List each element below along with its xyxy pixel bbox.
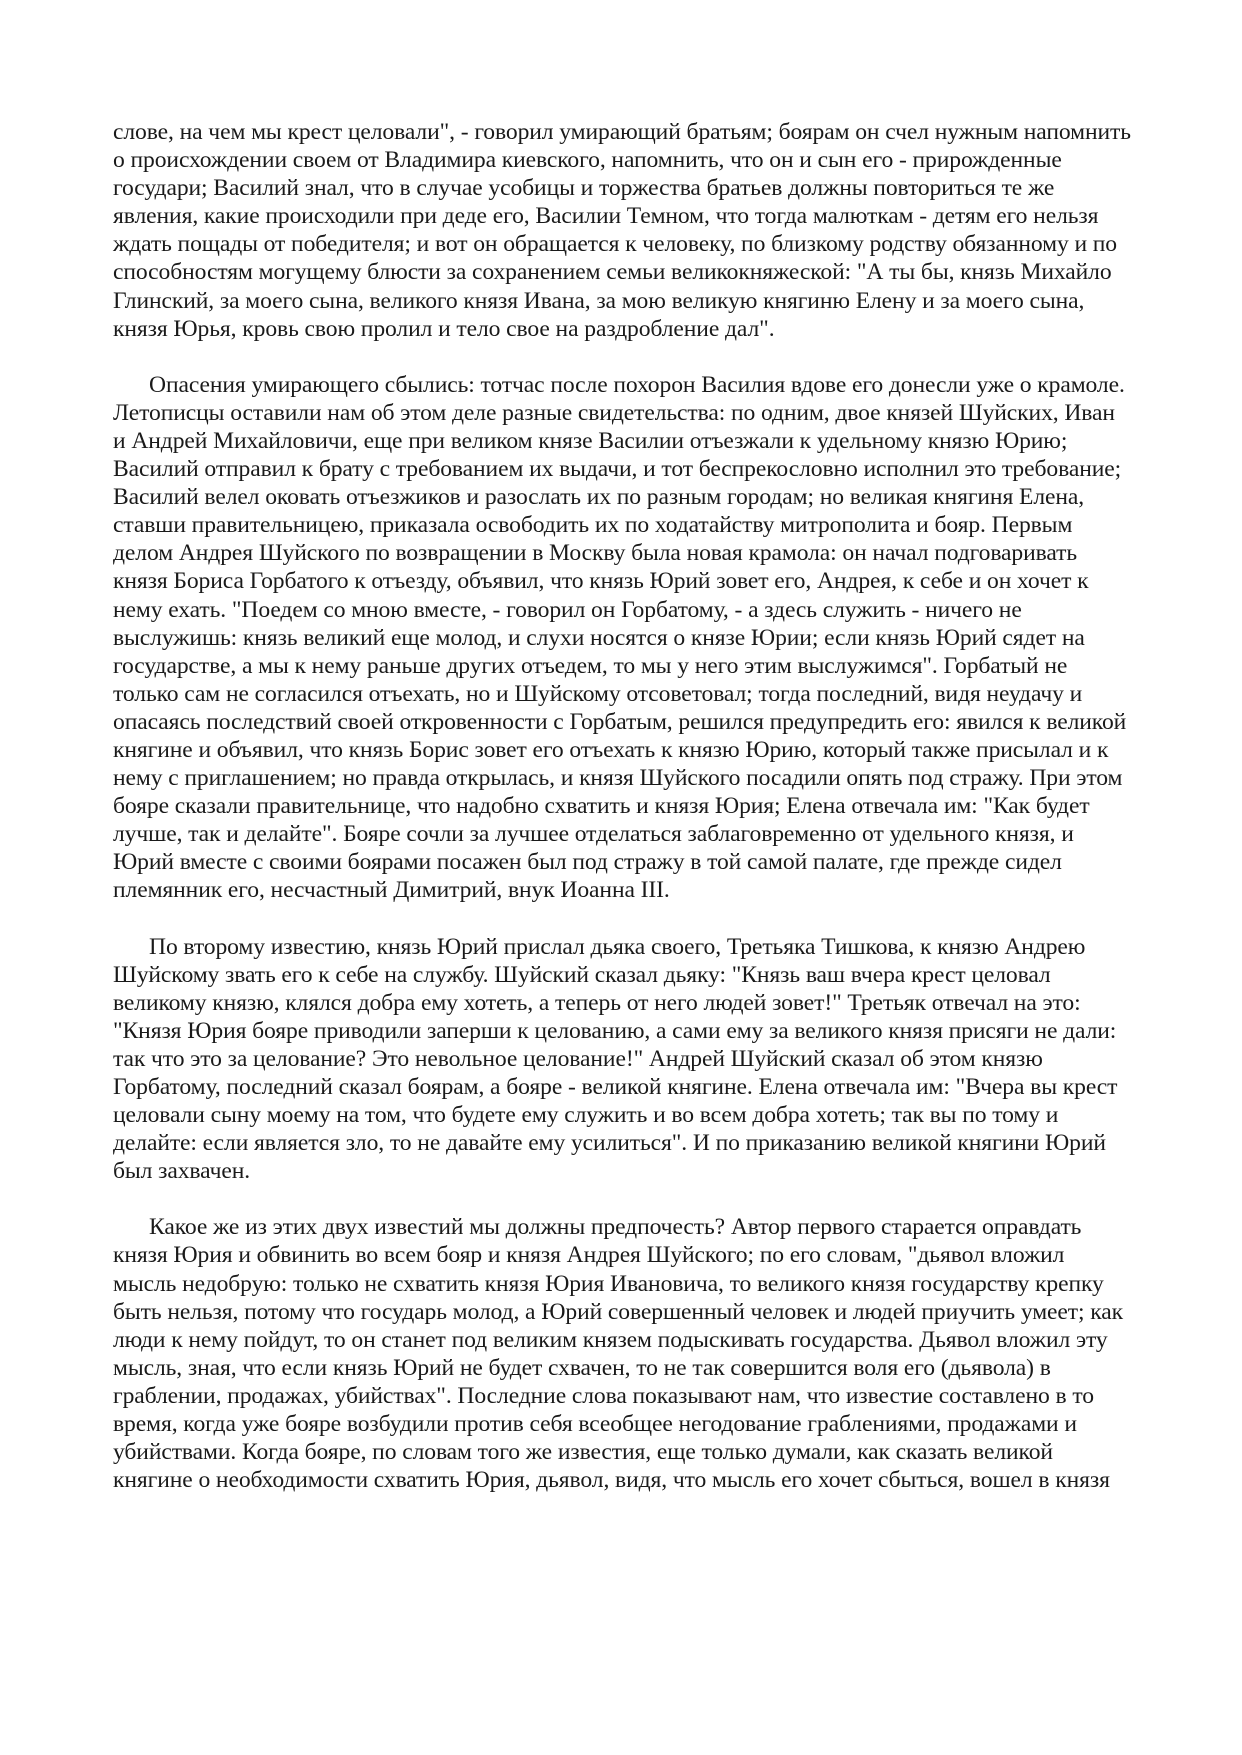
paragraph: Какое же из этих двух известий мы должны предпочесть? Автор первого старается оправдать князя Юрия и обвинить во всем бояр и князя Андрея Шуйского; по его словам, "дьявол вложил мысль недобрую: только не схватить князя Юрия Ивановича, то великого князя государству крепку быть нельзя, потому что государь молод, а Юрий совершенный человек и людей приучить умеет; как люди к нему пойдут, то он станет под великим князем подыскивать государства. Дьявол вложил эту мысль, зная, что если князь Юрий не будет схвачен, то не так совершится воля его (дьявола) в граблении, продажах, убийствах". Последние слова показывают нам, что известие составлено в то время, когда уже бояре возбудили против себя всеобщее негодование граблениями, продажами и убийствами. Когда бояре, по словам того же известия, еще только думали, как сказать великой княгине о необходимости схватить Юрия, дьявол, видя, что мысль его хочет сбыться, вошел в князя: [113, 1214, 1123, 1494]
paragraph: слове, на чем мы крест целовали", - говорил умирающий братьям; боярам он счел нужным напомнить о происхождении своем от Владимира киевского, напомнить, что он и сын его - прирожденные государи; Василий знал, что в случае усобицы и торжества братьев должны повториться те же явления, какие происходили при деде его, Василии Темном, что тогда малюткам - детям его нельзя ждать пощады от победителя; и вот он обращается к человеку, по близкому родству обязанному и по способностям могущему блюсти за сохранением семьи великокняжеской: "А ты бы, князь Михайло Глинский, за моего сына, великого князя Ивана, за мою великую княгиню Елену и за моего сына, князя Юрья, кровь свою пролил и тело свое на раздробление дал".: [113, 119, 1131, 342]
paragraph: Опасения умирающего сбылись: тотчас после похорон Василия вдове его донесли уже о крамоле. Летописцы оставили нам об этом деле разные свидетельства: по одним, двое князей Шуйских, Иван и Андрей Михайловичи, еще при великом князе Василии отъезжали к удельному князю Юрию; Василий отправил к брату с требованием их выдачи, и тот беспрекословно исполнил это требование; Василий велел оковать отъезжиков и разослать их по разным городам; но великая княгиня Елена, ставши правительницею, приказала освободить их по ходатайству митрополита и бояр. Первым делом Андрея Шуйского по возвращении в Москву была новая крамола: он начал подговаривать князя Бориса Горбатого к отъезду, объявил, что князь Юрий зовет его, Андрея, к себе и он хочет к нему ехать. "Поедем со мною вместе, - говорил он Горбатому, - а здесь служить - ничего не выслужишь: князь великий еще молод, и слухи носятся о князе Юрии; если князь Юрий сядет на государстве, а мы к нему раньше других отъедем, то мы у него этим выслужимся". Горбатый не только сам не согласился отъехать, но и Шуйскому отсоветовал; тогда последний, видя неудачу и опасаясь последствий своей откровенности с Горбатым, решился предупредить его: явился к великой княгине и объявил, что князь Борис зовет его отъехать к князю Юрию, который также присылал и к нему с приглашением; но правда открылась, и князя Шуйского посадили опять под стражу. При этом бояре сказали правительнице, что надобно схватить и князя Юрия; Елена отвечала им: "Как будет лучше, так и делайте". Бояре сочли за лучшее отделаться заблаговременно от удельного князя, и Юрий вместе с своими боярами посажен был под стражу в той самой палате, где прежде сидел племянник его, несчастный Димитрий, внук Иоанна III.: [113, 371, 1127, 904]
paragraph: По второму известию, князь Юрий прислал дьяка своего, Третьяка Тишкова, к князю Андрею Шуйскому звать его к себе на службу. Шуйский сказал дьяку: "Князь ваш вчера крест целовал великому князю, клялся добра ему хотеть, а теперь от него людей зовет!" Третьяк отвечал на это: "Князя Юрия бояре приводили заперши к целованию, а сами ему за великого князя присяги не дали: так что это за целование? Это невольное целование!" Андрей Шуйский сказал об этом князю Горбатому, последний сказал боярам, а бояре - великой княгине. Елена отвечала им: "Вчера вы крест целовали сыну моему на том, что будете ему служить и во всем добра хотеть; так вы по тому и делайте: если является зло, то не давайте ему усилиться". И по приказанию великой княгини Юрий был захвачен.: [113, 933, 1118, 1185]
document-page: [113, 118, 1133, 1494]
